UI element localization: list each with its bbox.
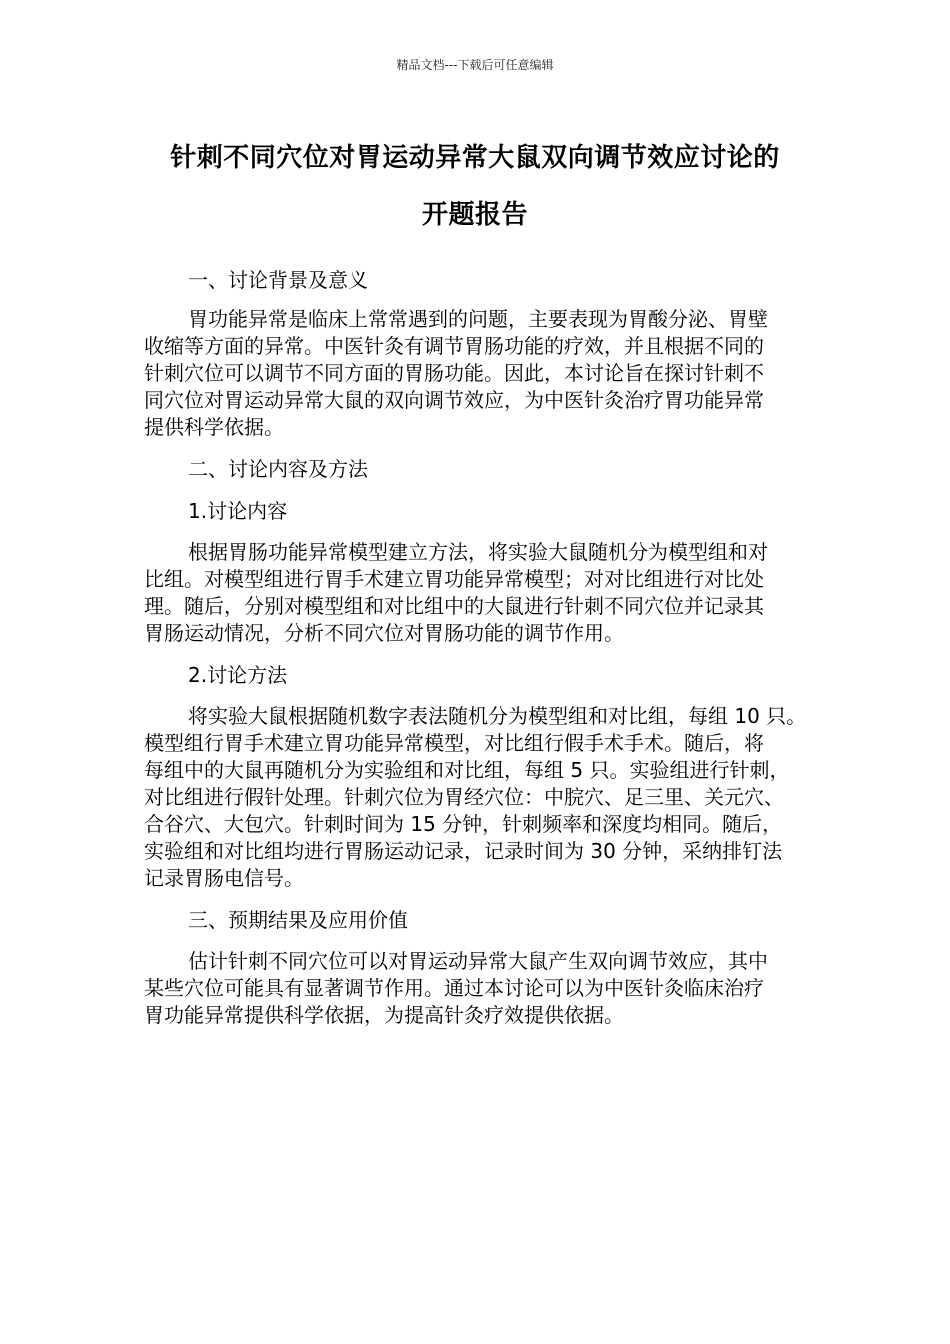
title-line-2: 开题报告 xyxy=(421,200,528,230)
paragraph-line: 对比组进行假针处理。针刺穴位为胃经穴位：中脘穴、足三里、关元穴、 xyxy=(144,785,784,809)
subsection-heading-content: 1.讨论内容 xyxy=(188,499,288,523)
paragraph-content xyxy=(144,539,824,647)
paragraph-line: 某些穴位可能具有显著调节作用。通过本讨论可以为中医针灸临床治疗 xyxy=(144,976,764,1000)
document-title xyxy=(120,130,830,244)
paragraph-expected-results xyxy=(144,948,824,1029)
paragraph-line: 实验组和对比组均进行胃肠运动记录，记录时间为 30 分钟，采纳排钉法 xyxy=(144,839,783,863)
paragraph-line: 根据胃肠功能异常模型建立方法，将实验大鼠随机分为模型组和对 xyxy=(188,540,768,564)
page-header: 精品文档---下载后可任意编辑 xyxy=(396,58,554,72)
section-heading-background: 一、讨论背景及意义 xyxy=(188,268,368,292)
paragraph-methods xyxy=(144,703,824,892)
paragraph-line: 收缩等方面的异常。中医针灸有调节胃肠功能的疗效，并且根据不同的 xyxy=(144,334,764,358)
section-heading-content-methods: 二、讨论内容及方法 xyxy=(188,457,368,481)
paragraph-line: 记录胃肠电信号。 xyxy=(144,866,304,890)
paragraph-line: 模型组行胃手术建立胃功能异常模型，对比组行假手术手术。随后，将 xyxy=(144,731,764,755)
paragraph-line: 每组中的大鼠再随机分为实验组和对比组，每组 5 只。实验组进行针刺， xyxy=(144,758,790,782)
paragraph-line: 胃功能异常是临床上常常遇到的问题，主要表现为胃酸分泌、胃壁 xyxy=(188,307,768,331)
paragraph-line: 针刺穴位可以调节不同方面的胃肠功能。因此，本讨论旨在探讨针刺不 xyxy=(144,361,764,385)
paragraph-line: 同穴位对胃运动异常大鼠的双向调节效应，为中医针灸治疗胃功能异常 xyxy=(144,388,764,412)
paragraph-line: 比组。对模型组进行胃手术建立胃功能异常模型；对对比组进行对比处 xyxy=(144,567,764,591)
paragraph-line: 胃功能异常提供科学依据，为提高针灸疗效提供依据。 xyxy=(144,1003,624,1027)
title-line-1: 针刺不同穴位对胃运动异常大鼠双向调节效应讨论的 xyxy=(170,143,780,173)
paragraph-line: 理。随后，分别对模型组和对比组中的大鼠进行针刺不同穴位并记录其 xyxy=(144,594,764,618)
subsection-heading-methods: 2.讨论方法 xyxy=(188,663,288,687)
paragraph-line: 提供科学依据。 xyxy=(144,415,284,439)
paragraph-line: 将实验大鼠根据随机数字表法随机分为模型组和对比组，每组 10 只。 xyxy=(188,704,807,728)
paragraph-line: 估计针刺不同穴位可以对胃运动异常大鼠产生双向调节效应，其中 xyxy=(188,949,768,973)
paragraph-background xyxy=(144,306,824,441)
document-body xyxy=(144,266,824,1029)
paragraph-line: 胃肠运动情况，分析不同穴位对胃肠功能的调节作用。 xyxy=(144,621,624,645)
section-heading-expected-results: 三、预期结果及应用价值 xyxy=(188,908,408,932)
paragraph-line: 合谷穴、大包穴。针刺时间为 15 分钟，针刺频率和深度均相同。随后， xyxy=(144,812,783,836)
